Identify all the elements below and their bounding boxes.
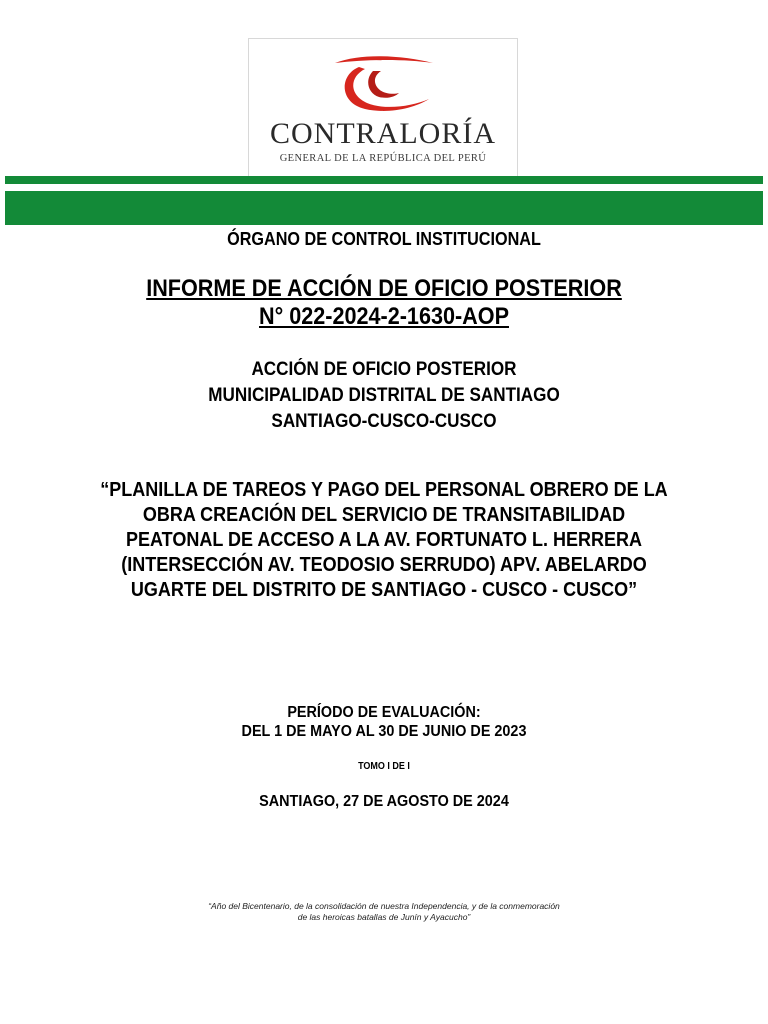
action-type: ACCIÓN DE OFICIO POSTERIOR <box>251 359 517 380</box>
entity-location: SANTIAGO-CUSCO-CUSCO <box>271 411 497 432</box>
subject-title: “PLANILLA DE TAREOS Y PAGO DEL PERSONAL OBRERO DE LA OBRA CREACIÓN DEL SERVICIO DE TRANSITABILIDAD PEATONAL DE ACCESO A LA AV. FORTUNATO L. HERRERA (INTERSECCIÓN AV. TEODOSIO SERRUDO) APV. ABELARDO UGARTE DEL DISTRITO DE SANTIAGO - CUSCO - CUSCO” <box>100 479 668 601</box>
place-date: SANTIAGO, 27 DE AGOSTO DE 2024 <box>259 793 509 810</box>
period-range: DEL 1 DE MAYO AL 30 DE JUNIO DE 2023 <box>241 723 527 740</box>
motto-line2: de las heroicas batallas de Junín y Ayacucho” <box>297 912 471 922</box>
contraloria-logo <box>248 38 518 176</box>
report-number: N° 022-2024-2-1630-AOP <box>259 303 509 330</box>
entity-block <box>38 357 729 435</box>
period-label: PERÍODO DE EVALUACIÓN: <box>287 704 481 721</box>
logo-name: CONTRALORÍA <box>270 117 496 150</box>
report-title <box>38 275 729 331</box>
report-title-line1: INFORME DE ACCIÓN DE OFICIO POSTERIOR <box>146 275 622 302</box>
motto-line1: “Año del Bicentenario, de la consolidación de nuestra Independencia, y de la conmemoración <box>208 901 560 911</box>
year-motto <box>0 901 768 923</box>
logo-subtitle: GENERAL DE LA REPÚBLICA DEL PERÚ <box>279 153 487 164</box>
volume-label: TOMO I DE I <box>358 761 410 772</box>
contraloria-emblem-icon <box>321 53 441 115</box>
header-green-stripe <box>5 176 763 184</box>
entity-name: MUNICIPALIDAD DISTRITAL DE SANTIAGO <box>208 385 560 406</box>
header-green-band <box>5 191 763 225</box>
organo-heading: ÓRGANO DE CONTROL INSTITUCIONAL <box>227 229 541 249</box>
evaluation-period <box>38 703 729 741</box>
